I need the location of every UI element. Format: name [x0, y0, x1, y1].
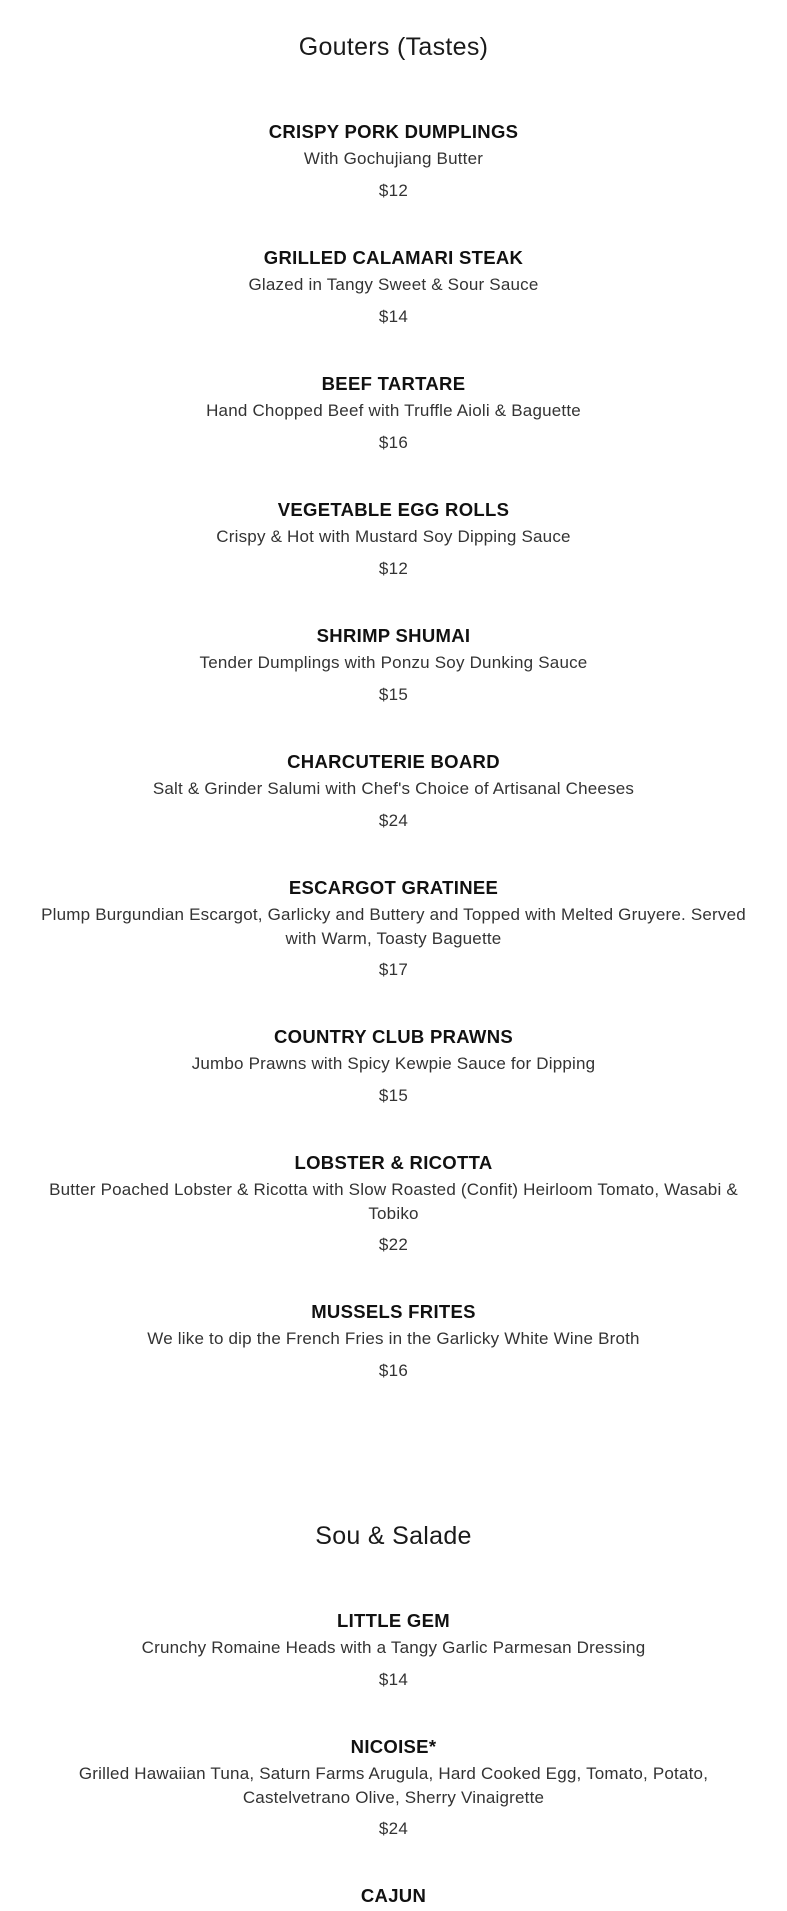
item-price: $22	[378, 1235, 409, 1254]
item-price: $24	[378, 1819, 409, 1838]
menu-item	[40, 120, 747, 202]
item-description: Tender Dumplings with Ponzu Soy Dunking Sauce	[199, 653, 588, 672]
item-name: NICOISE*	[350, 1736, 437, 1757]
item-description: Hand Chopped Beef with Truffle Aioli & Baguette	[206, 401, 581, 420]
menu-item	[40, 876, 747, 981]
menu-item	[40, 1025, 747, 1107]
item-name: MUSSELS FRITES	[311, 1301, 476, 1322]
menu-item	[40, 1884, 747, 1908]
item-name: ESCARGOT GRATINEE	[288, 877, 499, 898]
item-name: CRISPY PORK DUMPLINGS	[268, 121, 519, 142]
item-price: $15	[378, 1085, 409, 1105]
item-description: Salt & Grinder Salumi with Chef's Choice of Artisanal Cheeses	[152, 779, 635, 798]
item-price: $14	[378, 1669, 409, 1689]
item-name: COUNTRY CLUB PRAWNS	[273, 1026, 513, 1047]
item-name: BEEF TARTARE	[321, 373, 466, 394]
item-name: VEGETABLE EGG ROLLS	[277, 499, 510, 520]
item-price: $15	[378, 684, 409, 704]
item-price: $17	[378, 960, 409, 979]
menu-item	[40, 1300, 747, 1382]
menu-item	[40, 498, 747, 580]
item-price: $12	[378, 180, 409, 200]
item-price: $24	[378, 810, 409, 830]
menu-item	[40, 1609, 747, 1691]
item-description: Crunchy Romaine Heads with a Tangy Garlic Parmesan Dressing	[141, 1638, 646, 1657]
menu-item	[40, 1151, 747, 1256]
item-price: $14	[378, 306, 409, 326]
item-name: LOBSTER & RICOTTA	[294, 1152, 493, 1173]
item-description: Jumbo Prawns with Spicy Kewpie Sauce for Dipping	[191, 1054, 596, 1073]
menu-item	[40, 1735, 747, 1840]
item-price: $16	[378, 1360, 409, 1380]
item-name: LITTLE GEM	[337, 1610, 450, 1631]
item-description: Butter Poached Lobster & Ricotta with Slow Roasted (Confit) Heirloom Tomato, Wasabi & Tobiko	[49, 1180, 738, 1223]
menu-item	[40, 246, 747, 328]
item-price: $16	[378, 432, 409, 452]
item-name: GRILLED CALAMARI STEAK	[263, 247, 524, 268]
section-title-gouters: Gouters (Tastes)	[298, 33, 489, 61]
menu-item	[40, 372, 747, 454]
item-description: Crispy & Hot with Mustard Soy Dipping Sauce	[216, 527, 571, 546]
menu-item	[40, 750, 747, 832]
item-name: SHRIMP SHUMAI	[316, 625, 471, 646]
item-price: $12	[378, 558, 409, 578]
item-description: Glazed in Tangy Sweet & Sour Sauce	[248, 275, 539, 294]
item-description: Plump Burgundian Escargot, Garlicky and Buttery and Topped with Melted Gruyere. Served with Warm, Toasty Baguette	[41, 905, 746, 948]
item-name: CAJUN	[360, 1885, 427, 1906]
menu-item	[40, 624, 747, 706]
item-description: Grilled Hawaiian Tuna, Saturn Farms Arugula, Hard Cooked Egg, Tomato, Potato, Castelvetrano Olive, Sherry Vinaigrette	[78, 1764, 709, 1807]
item-description: With Gochujiang Butter	[303, 149, 484, 168]
section-title-sou-salade: Sou & Salade	[315, 1522, 472, 1550]
item-description: We like to dip the French Fries in the Garlicky White Wine Broth	[147, 1329, 640, 1348]
item-name: CHARCUTERIE BOARD	[287, 751, 500, 772]
